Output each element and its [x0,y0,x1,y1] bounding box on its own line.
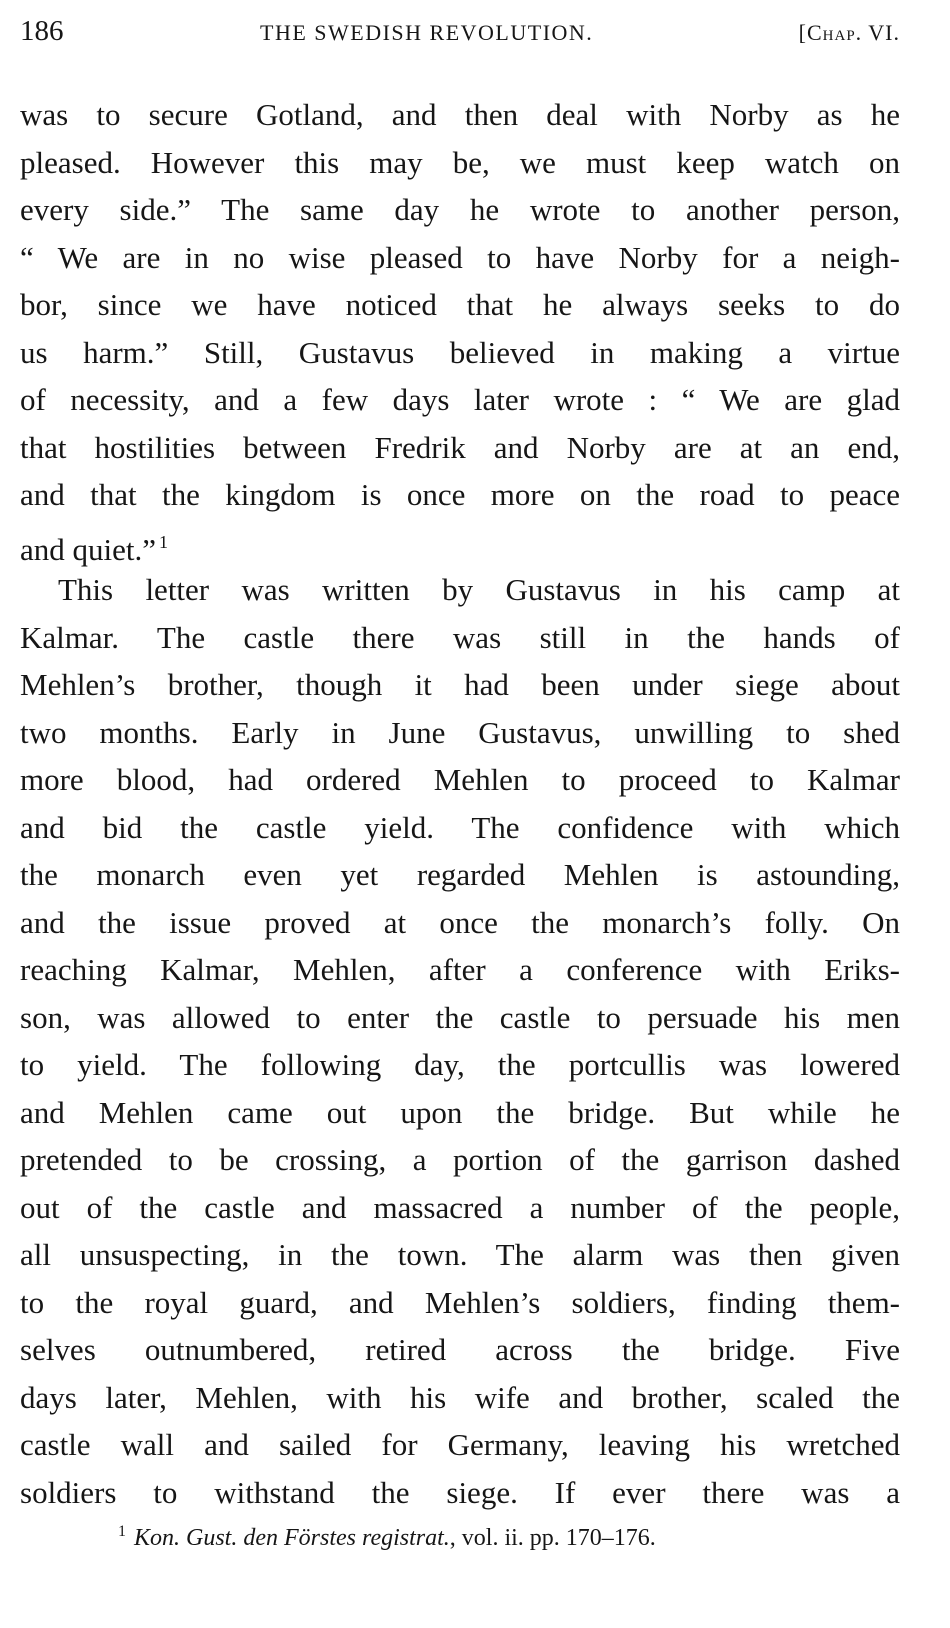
text-line: every side.” The same day he wrote to another person, [20,192,900,227]
text-line: out of the castle and massacred a number of the people, [20,1189,900,1225]
footnote-citation: , vol. ii. pp. 170–176. [449,1525,656,1551]
page-header [20,14,900,54]
text-line: bor, since we have noticed that he always seeks to do [20,287,900,322]
text-line: days later, Mehlen, with his wife and brother, scaled the [20,1379,900,1415]
chapter-label: Chap. [806,20,863,45]
text-line: to yield. The following day, the portcullis was lowered [20,1047,900,1082]
footnote [118,1512,656,1558]
text-line: pretended to be crossing, a portion of the garrison dashed [20,1142,900,1177]
text-line: pleased. However this may be, we must keep watch on [20,144,900,180]
text-line: and bid the castle yield. The confidence with which [20,809,900,845]
text-line: more blood, had ordered Mehlen to proceed to Kalmar [20,762,900,797]
text-line-last [20,519,900,567]
text-line: all unsuspecting, in the town. The alarm was then given [20,1237,900,1272]
text-line: castle wall and sailed for Germany, leaving his wretched [20,1427,900,1462]
running-title: THE SWEDISH REVOLUTION. [260,20,594,45]
text-line: and that the kingdom is once more on the road to peace [20,477,900,512]
text-line: and Mehlen came out upon the bridge. But while he [20,1094,900,1130]
text-line: soldiers to withstand the siege. If ever there was a [20,1474,900,1510]
text-line: and the issue proved at once the monarch’s folly. On [20,904,900,940]
text-line: two months. Early in June Gustavus, unwilling to shed [20,714,900,750]
text-line: “ We are in no wise pleased to have Norby for a neigh- [20,239,900,275]
page-number: 186 [20,15,64,47]
chapter-reference [799,18,900,48]
chapter-bracket: [ [798,20,807,45]
text-line: that hostilities between Fredrik and Norby are at an end, [20,429,900,465]
text-line: reaching Kalmar, Mehlen, after a conference with Eriks- [20,952,900,987]
text-line: Mehlen’s brother, though it had been under siege about [20,667,900,702]
text-line: son, was allowed to enter the castle to persuade his men [20,999,900,1035]
paragraph-2 [20,566,900,1516]
text-line: Kalmar. The castle there was still in the hands of [20,619,900,655]
text-line: This letter was written by Gustavus in his camp at [58,572,900,607]
text-line: was to secure Gotland, and then deal with Norby as he [20,97,900,132]
text-line: to the royal guard, and Mehlen’s soldiers, finding them- [20,1284,900,1320]
text-line: selves outnumbered, retired across the bridge. Five [20,1332,900,1367]
last-line-text: and quiet.” [20,531,157,567]
chapter-number: VI. [862,20,900,45]
paragraph-1 [20,91,900,566]
footnote-marker: 1 [159,531,169,552]
text-line: us harm.” Still, Gustavus believed in making a virtue [20,334,900,370]
body-text [20,91,900,1516]
footnote-source-title: Kon. Gust. den Förstes registrat. [134,1525,450,1551]
text-line: the monarch even yet regarded Mehlen is astounding, [20,857,900,892]
text-line: of necessity, and a few days later wrote : “ We are glad [20,382,900,417]
footnote-number: 1 [118,1523,126,1540]
